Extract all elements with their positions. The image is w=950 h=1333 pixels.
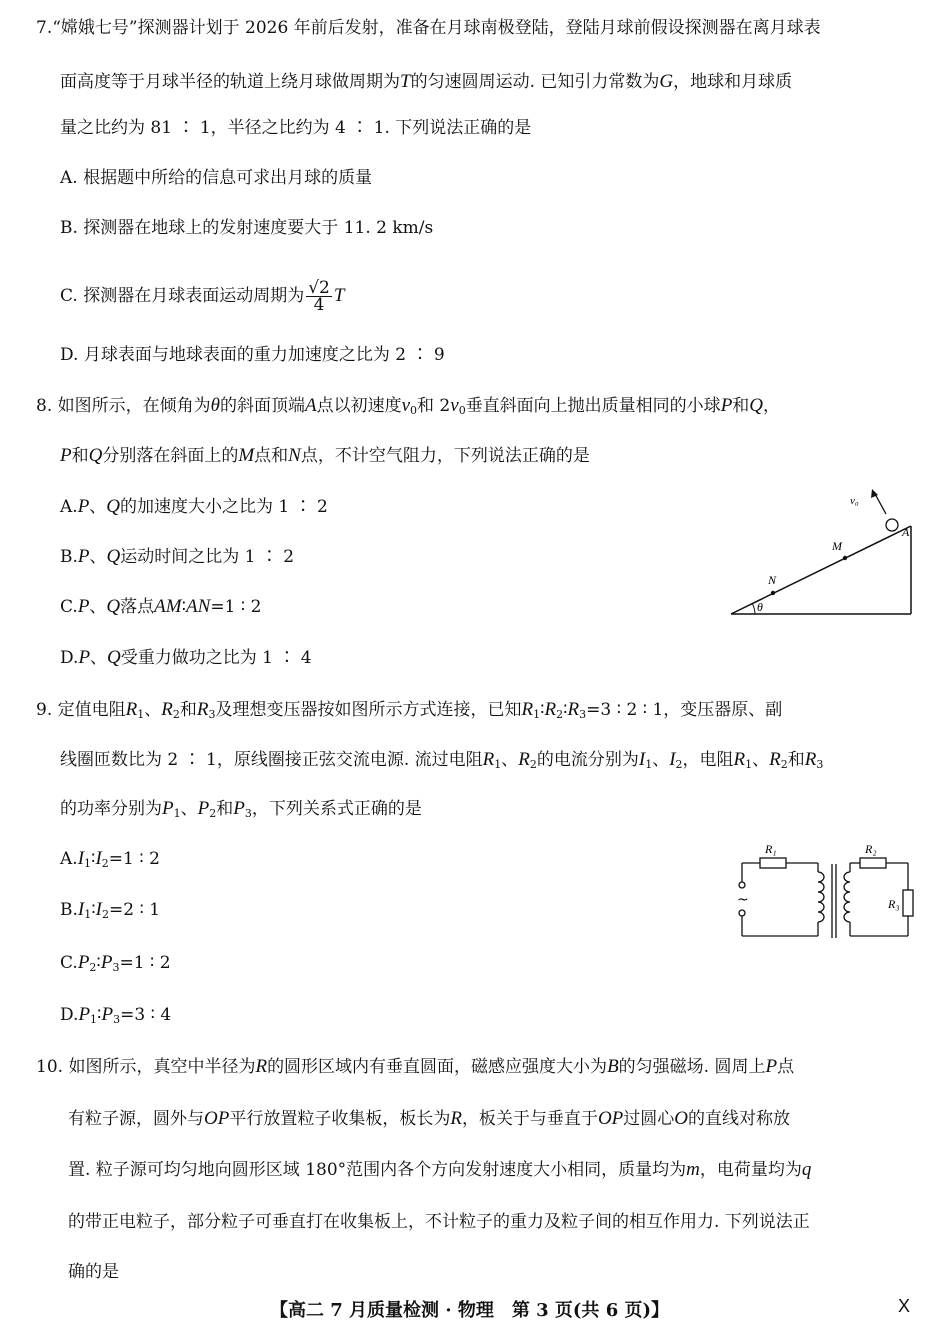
point-a-label: A (902, 525, 910, 539)
primary-coil (818, 872, 824, 922)
q7-line-1: 7.“嫦娥七号”探测器计划于 2026 年前后发射，准备在月球南极登陆，登陆月球前假设探测器在离月球表 (36, 18, 821, 38)
q8-option-c: C.P、Q落点AM∶AN=1 ∶ 2 (60, 596, 262, 617)
angle-theta-label: θ (757, 600, 763, 614)
q9-line-1: 9. 定值电阻$R_1$、$R_2$和$R_3$及理想变压器按如图所示方式连接，已知$R_1∶R_2∶R_3=3$ ∶ 2 ∶ 1，变压器原、副 (36, 699, 783, 721)
q10-line-2: 有粒子源，圆外与OP平行放置粒子收集板，板长为R，板关于与垂直于OP过圆心O的直线对称放 (68, 1108, 790, 1129)
page-footer: 【高二 7 月质量检测 · 物理 第 3 页(共 6 页)】 (270, 1300, 670, 1321)
q9-option-b: $B.I_1∶I_2=2$ ∶ 1 (60, 899, 161, 921)
q10-line-5: 确的是 (68, 1262, 119, 1282)
q7-option-a: A. 根据题中所给的信息可求出月球的质量 (60, 168, 373, 188)
q7-option-c: C. 探测器在月球表面运动周期为 $\frac{√2}{4}$ T (60, 278, 345, 315)
q10-line-1: 10. 如图所示，真空中半径为R的圆形区域内有垂直圆面，磁感应强度大小为B的匀强磁场. 圆周上P点 (36, 1056, 795, 1077)
terminal-bottom (739, 910, 745, 916)
q7-option-d: D. 月球表面与地球表面的重力加速度之比为 2 ∶ 9 (60, 345, 445, 365)
q7-line-2: 面高度等于月球半径的轨道上绕月球做周期为T的匀速圆周运动. 已知引力常数为G，地球和月球质 (60, 71, 793, 92)
q9-option-a: $A.I_1∶I_2=1$ ∶ 2 (60, 848, 160, 870)
angle-arc (752, 603, 755, 614)
q8-option-a: A.P、Q的加速度大小之比为 1 ∶ 2 (60, 496, 328, 517)
resistor-r3 (903, 890, 913, 916)
label-r2: R₂ (865, 842, 877, 856)
point-m (843, 556, 847, 560)
resistor-r1 (760, 858, 786, 868)
q10-line-4: 的带正电粒子，部分粒子可垂直打在收集板上，不计粒子的重力及粒子间的相互作用力. 下列说法正 (68, 1212, 810, 1232)
q8-line-1: 8. 如图所示，在倾角为θ的斜面顶端A点以初速度$v_0$和 $2v_0$垂直斜面向上抛出质量相同的小球P和Q， (36, 395, 781, 417)
transformer-circuit (728, 838, 918, 948)
corner-mark: X (898, 1296, 911, 1316)
resistor-r2 (860, 858, 886, 868)
q9-line-3: 的功率分别为$P_1$、$P_2$和$P_3$，下列关系式正确的是 (60, 798, 422, 820)
terminal-top (739, 882, 745, 888)
q9-option-d: $D.P_1∶P_3=3$ ∶ 4 (60, 1004, 172, 1026)
velocity-label: v₀ (850, 495, 859, 507)
incline-diagram (725, 488, 920, 623)
q7-line-3: 量之比约为 81 ∶ 1，半径之比约为 4 ∶ 1. 下列说法正确的是 (60, 118, 532, 138)
q9-line-2: 线圈匝数比为 2 ∶ 1，原线圈接正弦交流电源. 流过电阻$R_1$、$R_2$的电流分别为$I_1$、$I_2$，电阻$R_1$、$R_2$和$R_3$ (60, 749, 824, 771)
ac-source-symbol: ~ (737, 892, 749, 908)
secondary-coil (844, 872, 850, 922)
label-r1: R₁ (765, 842, 777, 856)
point-m-label: M (832, 539, 842, 553)
label-r3: R₃ (888, 897, 900, 911)
q9-option-c: $C.P_2∶P_3=1$ ∶ 2 (60, 952, 171, 974)
q8-line-2: P和Q分别落在斜面上的M点和N点，不计空气阻力，下列说法正确的是 (60, 445, 590, 466)
q8-option-b: B.P、Q运动时间之比为 1 ∶ 2 (60, 546, 295, 567)
q7-option-b: B. 探测器在地球上的发射速度要大于 11. 2 km/s (60, 218, 434, 238)
q8-option-d: D.P、Q受重力做功之比为 1 ∶ 4 (60, 647, 312, 668)
fraction: $\frac{√2}{4}$ (308, 278, 330, 315)
point-n-label: N (768, 573, 777, 587)
q10-line-3: 置. 粒子源可均匀地向圆形区域 180°范围内各个方向发射速度大小相同，质量均为m，电荷量均为q (68, 1159, 812, 1180)
point-n (771, 591, 775, 595)
ball (886, 519, 898, 531)
